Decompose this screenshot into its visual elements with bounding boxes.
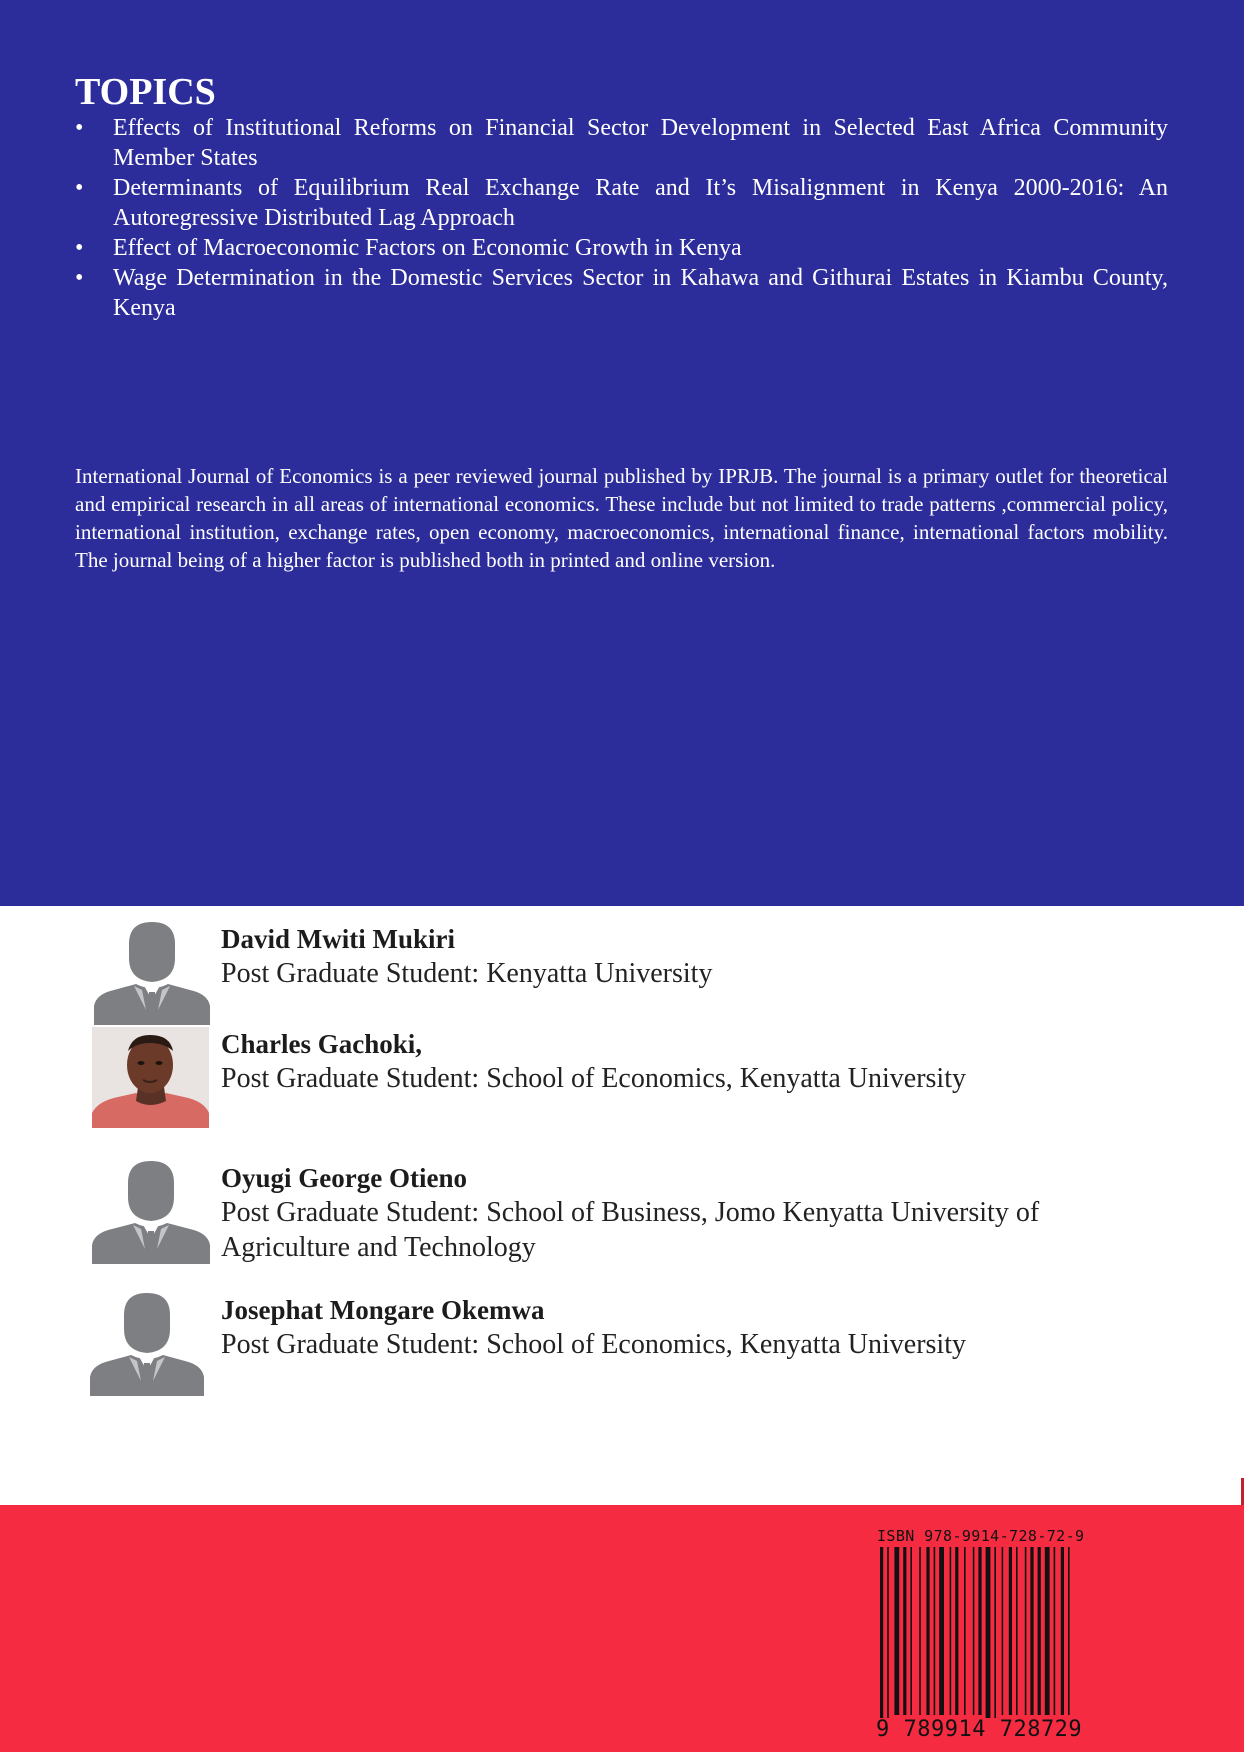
barcode-bar [934, 1547, 936, 1715]
barcode-bar [1061, 1547, 1064, 1715]
author-name: Oyugi George Otieno [221, 1163, 467, 1193]
bullet-icon: • [75, 115, 84, 141]
barcode-bar [1068, 1547, 1070, 1715]
barcode-bar [950, 1547, 952, 1715]
barcode-bar [1038, 1547, 1041, 1715]
author-name: Charles Gachoki, [221, 1029, 423, 1059]
author-info [221, 922, 1161, 991]
barcode-bar [1025, 1547, 1027, 1715]
barcode-bar [910, 1547, 912, 1715]
topic-item [75, 233, 1168, 263]
topic-item [75, 173, 1168, 233]
barcode-bar [903, 1547, 906, 1715]
isbn-label: ISBN 978-9914-728-72-9 [877, 1527, 1085, 1545]
barcode-bar [964, 1547, 966, 1715]
barcode-bar [955, 1547, 958, 1715]
author-role: Post Graduate Student: School of Economics, Kenyatta University [221, 1063, 966, 1094]
author-entry [90, 1161, 1170, 1271]
barcode-bar [986, 1547, 991, 1725]
barcode-bar [1009, 1547, 1012, 1715]
author-info [221, 1293, 1161, 1362]
barcode-bar [1016, 1547, 1018, 1715]
author-name: Josephat Mongare Okemwa [221, 1295, 545, 1325]
person-silhouette-icon [94, 922, 210, 1025]
topic-text: Wage Determination in the Domestic Services Sector in Kahawa and Githurai Estates in Kiambu County, Kenya [113, 265, 1168, 321]
barcode-bar [939, 1547, 944, 1715]
bullet-icon: • [75, 235, 84, 261]
topic-item [75, 263, 1168, 323]
barcode-bar [1054, 1547, 1056, 1715]
topic-text: Effects of Institutional Reforms on Financial Sector Development in Selected East Africa Community Member States [113, 115, 1168, 171]
author-photo [92, 1027, 209, 1128]
author-info [221, 1161, 1161, 1265]
author-name: David Mwiti Mukiri [221, 924, 455, 954]
author-role: Post Graduate Student: Kenyatta University [221, 958, 713, 989]
barcode-bar [880, 1547, 883, 1725]
barcode [876, 1547, 1080, 1727]
topic-text: Effect of Macroeconomic Factors on Economic Growth in Kenya [113, 235, 742, 261]
barcode-bar [978, 1547, 981, 1715]
topics-list [75, 113, 1168, 323]
barcode-bar [894, 1547, 899, 1715]
bullet-icon: • [75, 175, 84, 201]
author-entry [90, 1027, 1170, 1137]
person-silhouette-icon [92, 1161, 210, 1264]
barcode-bar [994, 1547, 996, 1725]
author-info [221, 1027, 1161, 1096]
barcode-bar [1030, 1547, 1033, 1715]
author-entry [90, 1293, 1170, 1403]
topic-text: Determinants of Equilibrium Real Exchange Rate and It’s Misalignment in Kenya 2000-2016: An Autoregressive Distributed Lag Approach [113, 175, 1168, 231]
author-role: Post Graduate Student: School of Economics, Kenyatta University [221, 1329, 966, 1360]
bullet-icon: • [75, 265, 84, 291]
journal-description: International Journal of Economics is a peer reviewed journal published by IPRJB. The journal is a primary outlet for theoretical and empirical research in all areas of international economics. These include but not limited to trade patterns ,commercial policy, international institution, exchange rates, open economy, macroeconomics, international finance, international factors mobility. The journal being of a higher factor is published both in printed and online version. [75, 464, 1168, 572]
barcode-bar [1045, 1547, 1050, 1715]
barcode-bar [1002, 1547, 1004, 1715]
person-silhouette-icon [90, 1293, 204, 1396]
barcode-digits: 9 789914 728729 [876, 1717, 1083, 1742]
author-role: Post Graduate Student: School of Business, Jomo Kenyatta University of Agriculture and Technology [221, 1197, 1040, 1263]
barcode-bar [887, 1547, 889, 1725]
topics-heading: TOPICS [75, 71, 216, 113]
author-entry [90, 922, 1170, 1032]
barcode-bar [919, 1547, 921, 1715]
topic-item [75, 113, 1168, 173]
barcode-bar [973, 1547, 975, 1715]
barcode-bar [926, 1547, 929, 1715]
